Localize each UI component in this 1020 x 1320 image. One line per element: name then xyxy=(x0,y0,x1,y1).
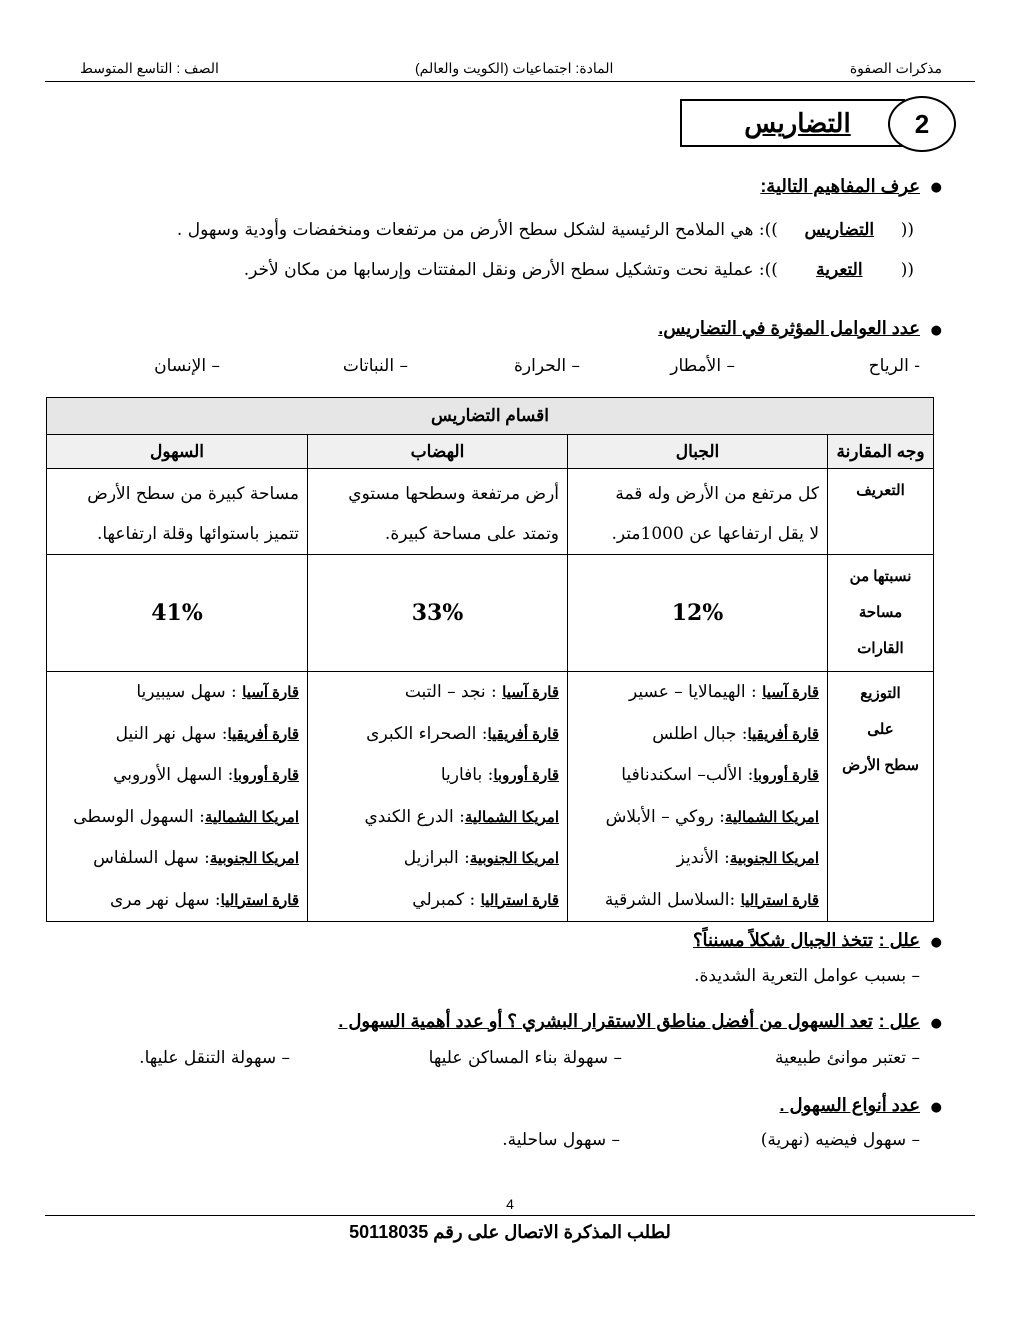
lesson-title: التضاريس xyxy=(744,108,851,138)
definition-row xyxy=(177,220,914,240)
percentage-value: 41% xyxy=(151,600,203,626)
cell-line: أرض مرتفعة وسطحها مستوي xyxy=(348,484,560,504)
factor-item: – الأمطار xyxy=(670,356,735,376)
factor-item: - الرياح xyxy=(868,356,920,376)
header-subject: المادة: اجتماعيات (الكويت والعالم) xyxy=(415,60,614,76)
factor-item: – النباتات xyxy=(342,356,408,376)
q1-heading: عرف المفاهيم التالية: xyxy=(760,176,920,196)
q4-question xyxy=(338,1011,920,1032)
q5-answer: – سهول ساحلية. xyxy=(502,1130,620,1150)
cell-line: وتمتد على مساحة كبيرة. xyxy=(384,524,560,544)
distribution-cell-plains xyxy=(47,672,308,922)
row-header xyxy=(828,672,934,922)
distribution-cell-mountains xyxy=(568,672,828,922)
bullet-icon: ● xyxy=(930,1016,942,1031)
distribution-line: قارة أفريقيا: الصحراء الكبرى xyxy=(366,723,560,744)
term-erosion: التعرية xyxy=(816,260,863,279)
bullet-icon: ● xyxy=(930,1100,942,1115)
term-relief: التضاريس xyxy=(804,220,875,239)
distribution-line: قارة آسيا : سهل سيبيريا xyxy=(136,682,300,702)
distribution-line: قارة أوروبا: الألب– اسكندنافيا xyxy=(621,765,820,785)
table-caption: اقسام التضاريس xyxy=(47,398,934,435)
relief-comparison-table xyxy=(46,397,934,922)
q3-text: تتخذ الجبال شكلاً مسنناً؟ xyxy=(692,930,873,950)
distribution-line: قارة أفريقيا: جبال اطلس xyxy=(652,723,820,744)
row-header-line: التوزيع xyxy=(860,685,901,702)
bullet-icon: ● xyxy=(930,935,942,950)
cell-line: مساحة كبيرة من سطح الأرض xyxy=(87,484,300,504)
table-cell xyxy=(308,469,568,555)
table-row xyxy=(47,469,934,555)
distribution-line: قارة استراليا :السلاسل الشرقية xyxy=(604,889,820,910)
column-header: الجبال xyxy=(568,435,828,469)
page-number: 4 xyxy=(506,1196,514,1212)
row-header xyxy=(828,555,934,672)
q3-label: علل : xyxy=(878,930,920,950)
distribution-line: قارة أوروبا: السهل الأوروبي xyxy=(113,765,300,785)
q4-label: علل : xyxy=(878,1011,920,1031)
lesson-title-box xyxy=(680,99,905,147)
distribution-line: قارة آسيا : الهيمالايا – عسير xyxy=(629,682,820,702)
distribution-line: امريكا الجنوبية: البرازيل xyxy=(403,848,560,868)
distribution-line: امريكا الشمالية: الدرع الكندي xyxy=(364,806,560,827)
q3-answer: – بسبب عوامل التعرية الشديدة. xyxy=(694,966,920,986)
header-grade: الصف : التاسع المتوسط xyxy=(80,60,219,76)
factor-item: – الحرارة xyxy=(514,356,580,376)
row-header-line: نسبتها من xyxy=(849,568,912,585)
bullet-icon: ● xyxy=(930,180,942,195)
close-paren: )) xyxy=(764,260,778,280)
distribution-cell-plateaus xyxy=(308,672,568,922)
column-header: السهول xyxy=(47,435,308,469)
definition-text: : هي الملامح الرئيسية لشكل سطح الأرض من مرتفعات ومنخفضات وأودية وسهول . xyxy=(176,220,765,240)
row-header-line: القارات xyxy=(857,640,904,657)
percentage-value: 12% xyxy=(671,600,724,626)
q3-question xyxy=(693,930,920,951)
table-row xyxy=(47,672,934,922)
table-cell xyxy=(568,469,828,555)
definition-text: : عملية نحت وتشكيل سطح الأرض ونقل المفتتات وإرسابها من مكان لأخر. xyxy=(243,260,765,280)
q4-text: تعد السهول من أفضل مناطق الاستقرار البشري ؟ أو عدد أهمية السهول . xyxy=(338,1011,873,1031)
header-brand: مذكرات الصفوة xyxy=(849,60,942,76)
table-cell xyxy=(47,469,308,555)
distribution-line: قارة استراليا : كمبرلي xyxy=(412,889,560,910)
cell-line: لا يقل ارتفاعها عن 1000متر. xyxy=(611,524,820,544)
percentage-cell xyxy=(47,555,308,672)
distribution-line: امريكا الشمالية: السهول الوسطى xyxy=(73,806,300,827)
percentage-value: 33% xyxy=(411,600,464,626)
footer-contact: لطلب المذكرة الاتصال على رقم 50118035 xyxy=(349,1222,671,1242)
table-row xyxy=(47,555,934,672)
q5-heading: عدد أنواع السهول . xyxy=(779,1095,920,1115)
q4-answer: – سهولة التنقل عليها. xyxy=(139,1048,290,1068)
q4-answer: – تعتبر موانئ طبيعية xyxy=(774,1048,920,1068)
distribution-line: قارة آسيا : نجد – التبت xyxy=(404,682,560,702)
q5-answer: – سهول فيضيه (نهرية) xyxy=(760,1130,920,1150)
distribution-line: قارة أفريقيا: سهل نهر النيل xyxy=(115,723,300,744)
q4-answer: – سهولة بناء المساكن عليها xyxy=(428,1048,622,1068)
cell-line: كل مرتفع من الأرض وله قمة xyxy=(615,484,820,504)
distribution-line: امريكا الشمالية: روكي – الأبلاش xyxy=(605,806,820,827)
footer-rule xyxy=(45,1215,975,1216)
header-rule xyxy=(45,81,975,82)
factor-item: – الإنسان xyxy=(154,356,220,376)
lesson-number: 2 xyxy=(888,96,956,152)
distribution-line: قارة أوروبا: بافاريا xyxy=(440,765,560,785)
distribution-line: قارة استراليا: سهل نهر مرى xyxy=(109,889,300,910)
close-paren: )) xyxy=(764,220,778,240)
row-header: التعريف xyxy=(828,469,934,555)
bullet-icon: ● xyxy=(930,323,942,338)
row-header-line: سطح الأرض xyxy=(842,757,919,774)
column-header: وجه المقارنة xyxy=(828,435,934,469)
percentage-cell xyxy=(308,555,568,672)
cell-line: تتميز باستوائها وقلة ارتفاعها. xyxy=(96,524,300,544)
row-header-line: على xyxy=(867,721,894,738)
column-header: الهضاب xyxy=(308,435,568,469)
distribution-line: امريكا الجنوبية: الأنديز xyxy=(676,848,820,868)
definition-row xyxy=(244,260,914,280)
open-paren: (( xyxy=(900,220,914,240)
percentage-cell xyxy=(568,555,828,672)
row-header-line: مساحة xyxy=(858,604,903,621)
open-paren: (( xyxy=(900,260,914,280)
distribution-line: امريكا الجنوبية: سهل السلفاس xyxy=(93,848,300,868)
q2-heading: عدد العوامل المؤثرة في التضاريس. xyxy=(658,318,920,338)
